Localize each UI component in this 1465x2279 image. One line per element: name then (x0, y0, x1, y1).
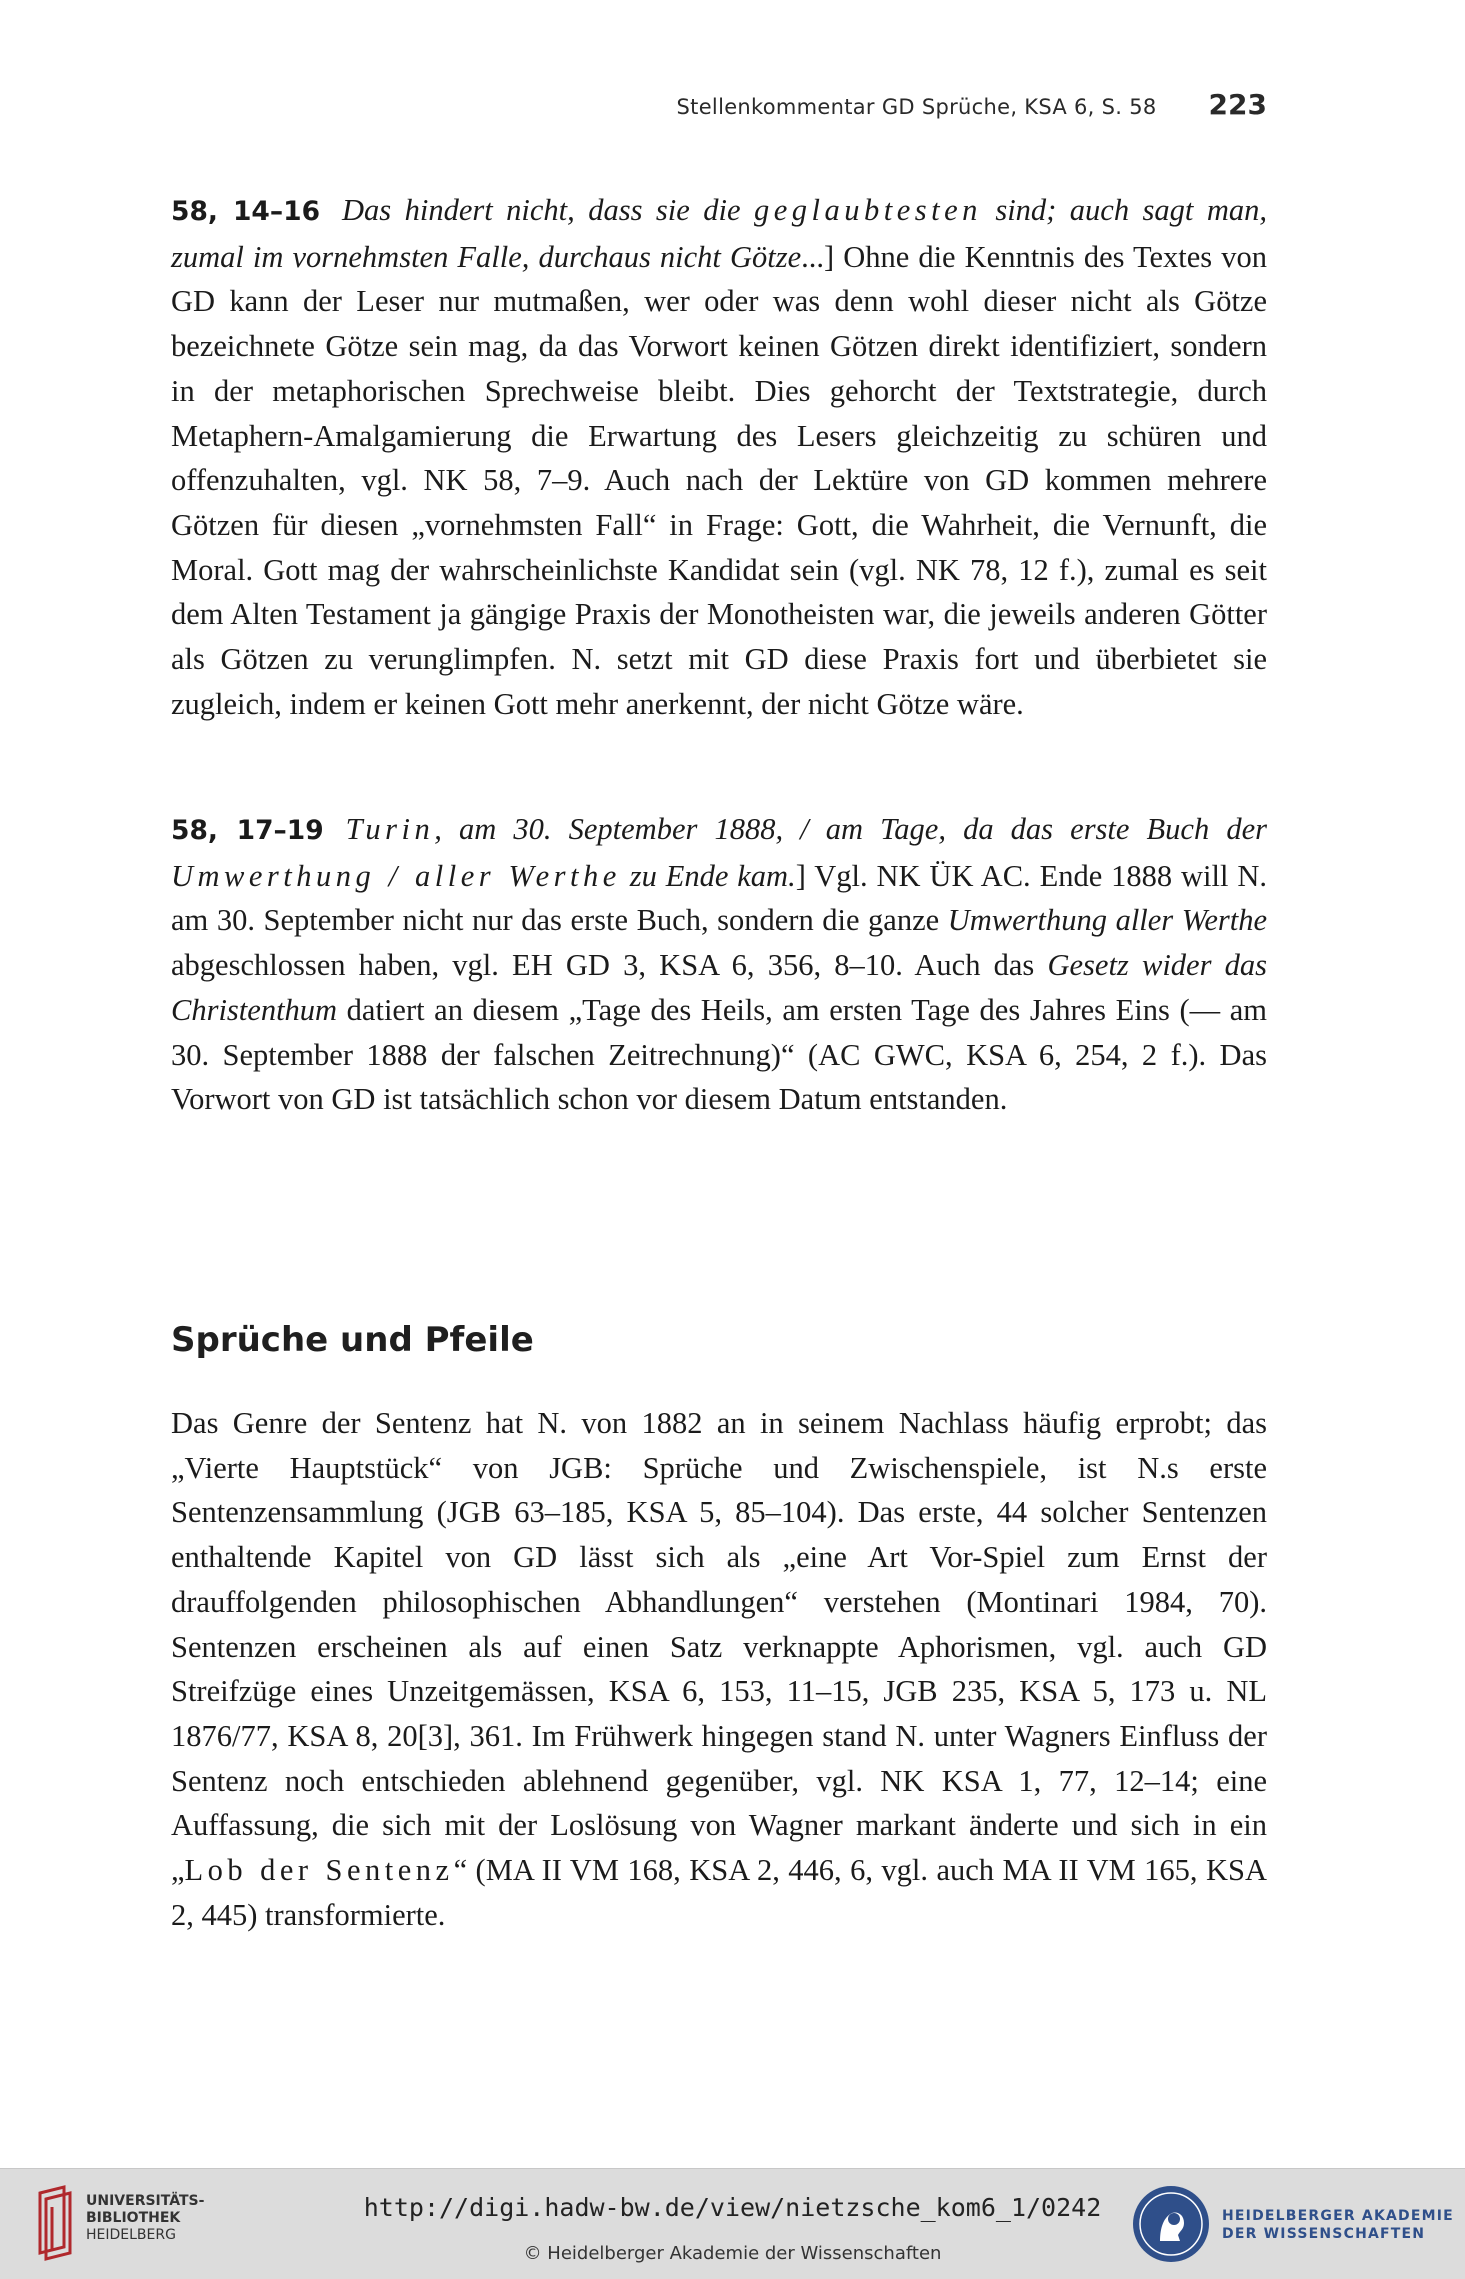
library-name-line: HEIDELBERG (86, 2227, 176, 2243)
entry-paragraph (171, 807, 1267, 1122)
copyright-notice: © Heidelberger Akademie der Wissenschaften (523, 2243, 942, 2264)
entry-paragraph (171, 188, 1267, 726)
lemma-text: sind; auch sagt man, zumal im vornehmsten Falle, durchaus nicht Götze (171, 193, 1267, 274)
italic-title: Umwerthung aller Werthe (947, 903, 1267, 938)
lemma-spaced-word: Turin (345, 812, 435, 846)
lemma-bracket: ...] (801, 239, 844, 274)
academy-name-line: HEIDELBERGER AKADEMIE (1222, 2208, 1454, 2224)
lemma-text: zu Ende kam. (620, 858, 796, 893)
section-text: “ (MA II VM 168, KSA 2, 446, 6, vgl. auch MA II VM 165, KSA 2, 445) transformierte. (171, 1853, 1267, 1932)
commentary-entry-58-14 (171, 188, 1267, 726)
section-text: Das Genre der Sentenz hat N. von 1882 an in seinem Nachlass häufig erprobt; das „Vierte Hauptstück“ von JGB: Sprüche und Zwischenspiele, ist N.s erste Sentenzensammlung (JGB 63–185, KSA 5, 85–104). Das erste, 44 solcher Sentenzen enthaltende Kapitel von GD lässt sich als „eine Art Vor-Spiel zum Ernst der drauffolgenden philosophischen Abhandlungen“ verstehen (Montinari 1984, 70). Sentenzen erscheinen als auf einen Satz verknappte Aphorismen, vgl. auch GD Streifzüge eines Unzeitgemässen, KSA 6, 153, 11–15, JGB 235, KSA 5, 173 u. NL 1876/77, KSA 8, 20[3], 361. Im Frühwerk hingegen stand N. unter Wagners Einfluss der Sentenz noch entschieden ablehnend gegenüber, vgl. NK KSA 1, 77, 12–14; eine Auffassung, die sich mit der Loslösung von Wagner markant änderte und sich in ein „ (171, 1406, 1267, 1888)
library-name-line: UNIVERSITÄTS- (86, 2193, 205, 2209)
lemma-text: Das hindert nicht, dass sie die (342, 193, 754, 227)
commentary-entry-58-17 (171, 807, 1267, 1122)
commentary-text: ] Vgl. NK ÜK AC. Ende 1888 will N. am 30. September nicht nur das erste Buch, sondern die ganze (171, 858, 1267, 938)
academy-name-line: DER WISSENSCHAFTEN (1222, 2226, 1426, 2242)
entry-reference: 58, 17–19 (171, 815, 324, 846)
lemma-spaced-word: Umwerthung / aller Werthe (171, 858, 621, 893)
academy-name (1222, 2207, 1454, 2243)
digitization-footer (0, 2168, 1465, 2279)
section-heading: Sprüche und Pfeile (171, 1320, 534, 1360)
commentary-text: Ohne die Kenntnis des Textes von GD kann der Leser nur mutmaßen, wer oder was denn wohl dieser nicht als Götze bezeichnete Götze sein mag, da das Vorwort keinen Götzen direkt identifiziert, sondern in der metaphorischen Sprechweise bleibt. Dies gehorcht der Textstrategie, durch Metaphern-Amalgamierung die Erwartung des Lesers gleichzeitig zu schüren und offenzuhalten, vgl. NK 58, 7–9. Auch nach der Lektüre von GD kommen mehrere Götzen für diesen „vornehmsten Fall“ in Frage: Gott, die Wahrheit, die Vernunft, die Moral. Gott mag der wahrscheinlichste Kandidat sein (vgl. NK 78, 12 f.), zumal es seit dem Alten Testament ja gängige Praxis der Monotheisten war, die jeweils anderen Götter als Götzen zu verunglimpfen. N. setzt mit GD diese Praxis fort und überbietet sie zugleich, indem er keinen Gott mehr anerkennt, der nicht Götze wäre. (171, 239, 1267, 721)
running-head-title: Stellenkommentar GD Sprüche, KSA 6, S. 58 (676, 95, 1157, 119)
section-paragraph (171, 1401, 1267, 1937)
section-intro (171, 1401, 1267, 1937)
italic-title: Gesetz wider das Christenthum (171, 948, 1267, 1027)
entry-reference: 58, 14–16 (171, 196, 321, 227)
commentary-text: datiert an diesem „Tage des Heils, am ersten Tage des Jahres Eins (— am 30. September 1888 der falschen Zeitrechnung)“ (AC GWC, KSA 6, 254, 2 f.). Das Vorwort von GD ist tatsächlich schon vor diesem Datum entstanden. (171, 992, 1267, 1117)
library-name-line: BIBLIOTHEK (86, 2210, 181, 2226)
lemma-text: , am 30. September 1888, / am Tage, da das erste Buch der (434, 812, 1267, 846)
page-number: 223 (1208, 88, 1267, 121)
academy-seal-icon (1130, 2183, 1212, 2265)
permalink-url[interactable]: http://digi.hadw-bw.de/view/nietzsche_kom6_1/0242 (363, 2193, 1102, 2222)
commentary-text: abgeschlossen haben, vgl. EH GD 3, KSA 6, 356, 8–10. Auch das (171, 948, 1048, 983)
spaced-phrase: Lob der Sentenz (184, 1853, 454, 1888)
running-head (171, 88, 1267, 128)
lemma-spaced-word: geglaubtesten (753, 193, 982, 227)
